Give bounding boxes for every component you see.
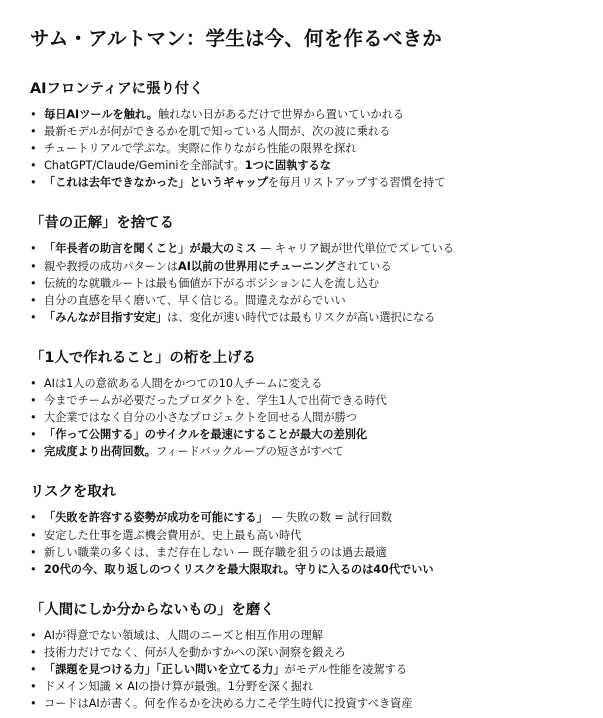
list-item	[30, 678, 575, 695]
list-item	[30, 443, 575, 460]
list-item	[30, 544, 575, 561]
text-segment: AIが得意でない領域は、人間のニーズと相互作用の理解	[44, 628, 323, 642]
sections-container	[30, 79, 575, 712]
text-segment: 大企業ではなく自分の小さなプロジェクトを回せる人間が勝つ	[44, 411, 358, 425]
text-segment: ドメイン知識 × AIの掛け算が最強。1分野を深く掘れ	[44, 680, 314, 694]
list-item	[30, 240, 575, 257]
bold-text-segment: 「作って公開する」のサイクルを最速にすることが最大の差別化	[44, 428, 368, 442]
list-item	[30, 106, 575, 123]
list-item	[30, 561, 575, 578]
text-segment: 最新モデルが何ができるかを肌で知っている人間が、次の波に乗れる	[44, 125, 391, 139]
bullet-list	[30, 509, 575, 577]
text-segment: チュートリアルで学ぶな。実際に作りながら性能の限界を探れ	[44, 142, 357, 156]
text-segment: 安定した仕事を選ぶ機会費用が、史上最も高い時代	[44, 528, 302, 542]
list-item	[30, 140, 575, 157]
list-item	[30, 627, 575, 644]
list-item	[30, 392, 575, 409]
bold-text-segment: 毎日AIツールを触れ。	[44, 108, 158, 121]
bold-text-segment: 「みんなが目指す安定」	[44, 310, 168, 324]
bold-text-segment: 「失敗を許容する姿勢が成功を可能にする」	[44, 511, 268, 525]
list-item	[30, 157, 575, 174]
text-segment: がモデル性能を凌駕する	[284, 662, 408, 676]
list-item	[30, 275, 575, 292]
section-3	[30, 348, 575, 460]
text-segment: は、変化が速い時代では最もリスクが高い選択になる	[167, 310, 436, 324]
list-item	[30, 174, 575, 191]
text-segment: ChatGPT/Claude/Geminiを全部試す。	[44, 159, 245, 173]
bullet-list	[30, 627, 575, 712]
section-2	[30, 213, 575, 325]
list-item	[30, 409, 575, 426]
text-segment: フィードバックループの短さがすべて	[155, 445, 344, 459]
bold-text-segment: 20代の今、取り返しのつくリスクを最大限取れ。守りに入るのは40代でいい	[44, 562, 434, 576]
bold-text-segment: 1つに固執するな	[244, 159, 331, 173]
text-segment: 技術力だけでなく、何が人を動かすかへの深い洞察を鍛えろ	[44, 645, 346, 659]
text-segment: を毎月リストアップする習慣を持て	[267, 176, 446, 190]
list-item	[30, 644, 575, 661]
section-heading: リスクを取れ	[30, 484, 117, 501]
text-segment: 伝統的な就職ルートは最も価値が下がるポジションに人を流し込む	[44, 276, 380, 290]
list-item	[30, 375, 575, 392]
list-item	[30, 292, 575, 309]
text-segment: コードはAIが書く。何を作るかを決める力こそ学生時代に投資すべき資産	[44, 697, 413, 711]
section-heading: AIフロンティアに張り付く	[30, 81, 204, 97]
text-segment: 親や教授の成功パターンは	[44, 259, 179, 273]
text-segment: AIは1人の意欲ある人間をかつての10人チームに変える	[44, 376, 323, 390]
section-heading: 「人間にしか分からないもの」を磨く	[30, 601, 275, 618]
section-heading: 「昔の正解」を捨てる	[30, 215, 174, 232]
list-item	[30, 509, 575, 526]
bullet-list	[30, 375, 575, 460]
list-item	[30, 309, 575, 326]
text-segment: — キャリア観が世代単位でズレている	[256, 242, 454, 256]
bold-text-segment: 「年長者の助言を聞くこと」が最大のミス	[44, 242, 257, 256]
section-heading: 「1人で作れること」の桁を上げる	[30, 349, 256, 366]
section-5	[30, 600, 575, 712]
section-1	[30, 79, 575, 191]
bullet-list	[30, 240, 575, 325]
list-item	[30, 258, 575, 275]
text-segment: — 失敗の数 = 試行回数	[267, 511, 393, 525]
page-title: サム・アルトマン：学生は今、何を作るべきか	[30, 27, 442, 50]
section-4	[30, 482, 575, 577]
bold-text-segment: AI以前の世界用にチューニング	[178, 259, 336, 273]
list-item	[30, 426, 575, 443]
list-item	[30, 123, 575, 140]
bold-text-segment: 「これは去年できなかった」というギャップ	[44, 176, 268, 190]
text-segment: されている	[335, 259, 392, 273]
list-item	[30, 661, 575, 678]
bullet-list	[30, 106, 575, 191]
list-item	[30, 695, 575, 712]
bold-text-segment: 「課題を見つける力」「正しい問いを立てる力」	[44, 662, 285, 676]
text-segment: 今までチームが必要だったプロダクトを、学生1人で出荷できる時代	[44, 394, 387, 408]
bold-text-segment: 完成度より出荷回数。	[44, 445, 156, 459]
list-item	[30, 527, 575, 544]
text-segment: 自分の直感を早く磨いて、早く信じる。間違えながらでいい	[44, 293, 346, 307]
text-segment: 新しい職業の多くは、まだ存在しない — 既存職を狙うのは過去最適	[44, 545, 387, 559]
text-segment: 触れない日があるだけで世界から置いていかれる	[157, 108, 405, 121]
